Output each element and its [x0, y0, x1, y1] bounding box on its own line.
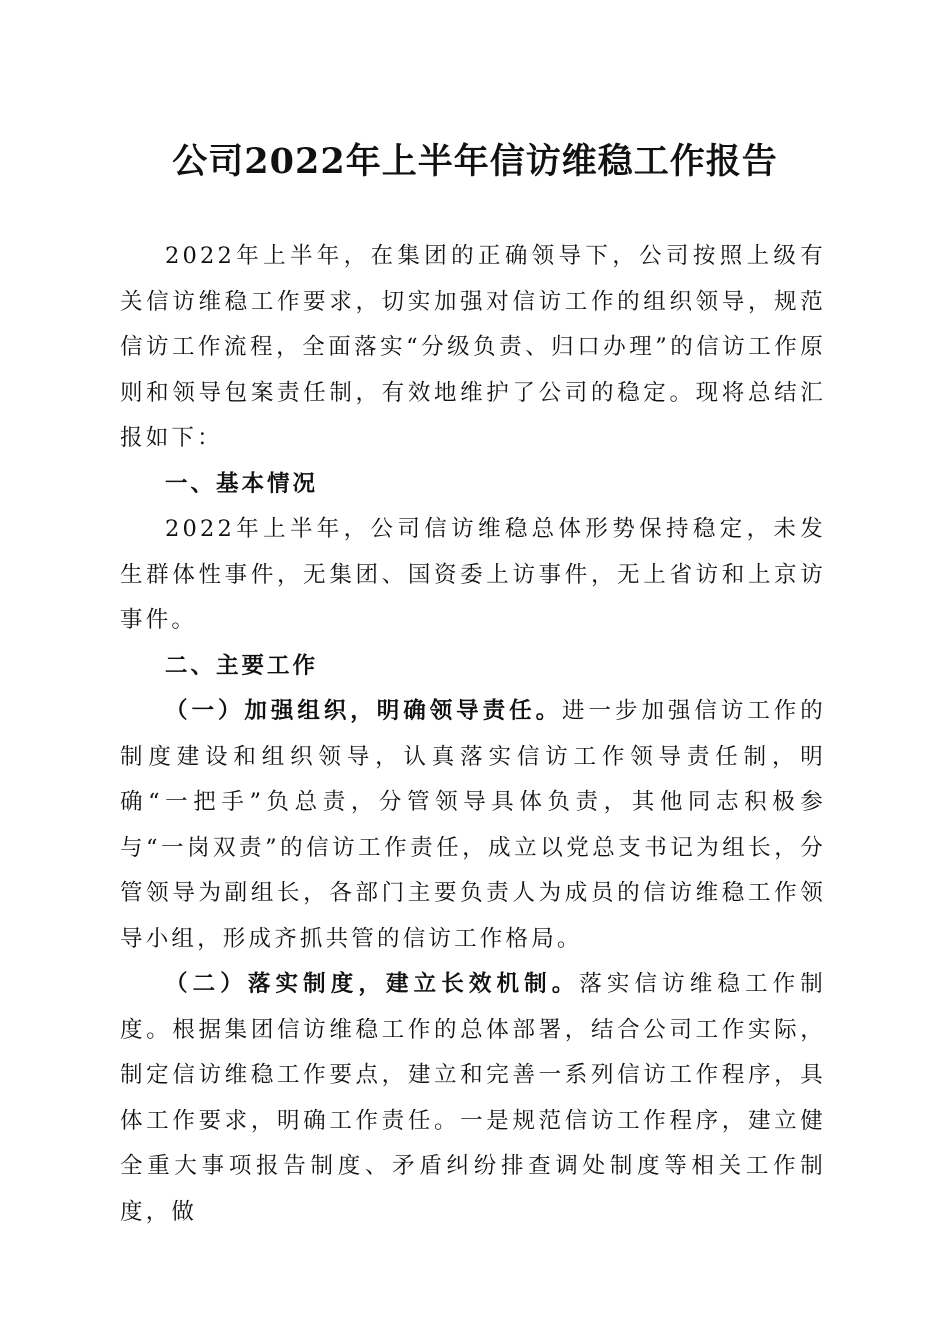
section-heading-basic-situation: 一、基本情况	[165, 470, 319, 497]
intro-paragraph: 2022年上半年，在集团的正确领导下，公司按照上级有关信访维稳工作要求，切实加强对信访工作的组织领导，规范信访工作流程，全面落实“分级负责、归口办理”的信访工作原则和领导包案责任制，有效地维护了公司的稳定。现将总结汇报如下：	[120, 243, 826, 451]
basic-situation-paragraph: 2022年上半年，公司信访维稳总体形势保持稳定，未发生群体性事件，无集团、国资委上访事件，无上省访和上京访事件。	[120, 516, 826, 633]
work-item-1-lead: （一）加强组织，明确领导责任。	[165, 698, 563, 724]
work-item-2-lead: （二）落实制度，建立长效机制。	[165, 971, 580, 997]
work-item-2-paragraph	[120, 962, 826, 1235]
work-item-2-text: 落实信访维稳工作制度。根据集团信访维稳工作的总体部署，结合公司工作实际，制定信访维稳工作要点，建立和完善一系列信访工作程序，具体工作要求，明确工作责任。一是规范信访工作程序，建立健全重大事项报告制度、矛盾纠纷排查调处制度等相关工作制度，做	[120, 971, 826, 1225]
work-item-1-paragraph	[120, 689, 826, 962]
document-title: 公司2022年上半年信访维稳工作报告	[172, 141, 778, 182]
document-body	[120, 234, 826, 1235]
work-item-1-text: 进一步加强信访工作的制度建设和组织领导，认真落实信访工作领导责任制，明确“一把手”负总责，分管领导具体负责，其他同志积极参与“一岗双责”的信访工作责任，成立以党总支书记为组长，分管领导为副组长，各部门主要负责人为成员的信访维稳工作领导小组，形成齐抓共管的信访工作格局。	[120, 698, 826, 952]
section-heading-main-work: 二、主要工作	[165, 652, 319, 679]
